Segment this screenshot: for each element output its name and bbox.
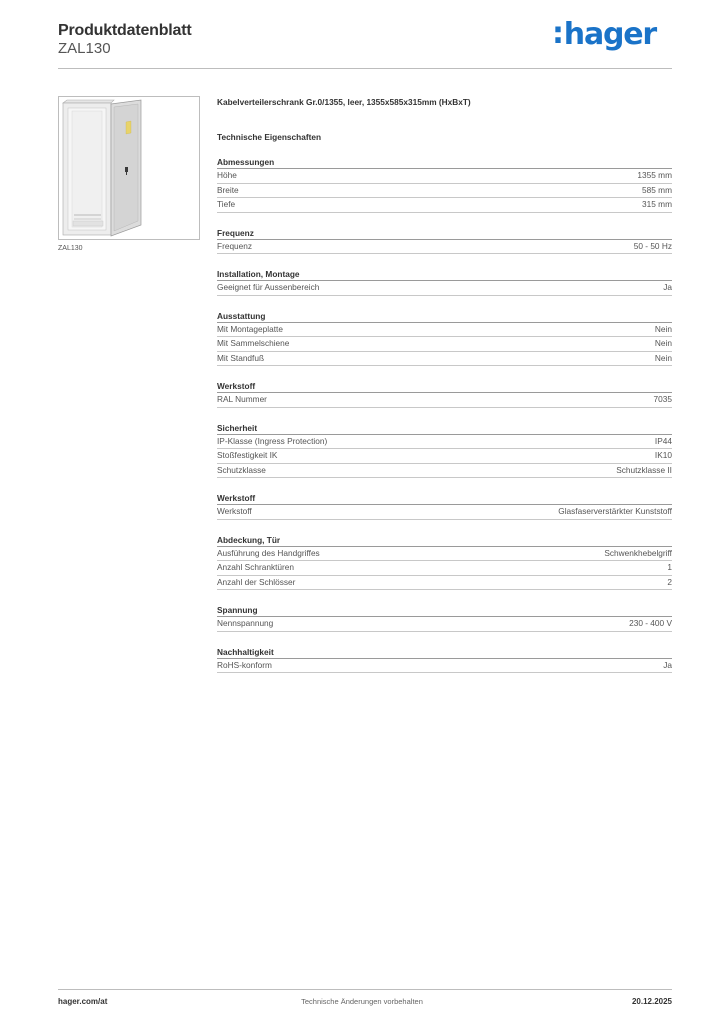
spec-row: [217, 659, 672, 674]
spec-value: 1: [667, 562, 672, 572]
spec-row: [217, 464, 672, 479]
footer-website-link[interactable]: hager.com/at: [58, 997, 108, 1006]
spec-label: RAL Nummer: [217, 394, 267, 404]
technical-properties-heading: Technische Eigenschaften: [217, 132, 322, 142]
spec-value: 2: [667, 576, 672, 587]
spec-row: [217, 435, 672, 450]
spec-row: [217, 449, 672, 464]
spec-label: Ausführung des Handgriffes: [217, 547, 320, 558]
product-image-frame: [58, 96, 200, 240]
spec-row: [217, 323, 672, 338]
spec-group: [217, 423, 672, 479]
spec-value: 230 - 400 V: [629, 618, 672, 628]
spec-row: [217, 617, 672, 632]
spec-group: [217, 493, 672, 520]
spec-row: [217, 169, 672, 184]
spec-label: Mit Standfuß: [217, 352, 265, 363]
spec-label: Tiefe: [217, 199, 236, 209]
spec-label: Stoßfestigkeit IK: [217, 450, 278, 460]
spec-label: Höhe: [217, 170, 237, 180]
spec-value: Glasfaserverstärkter Kunststoff: [558, 506, 672, 516]
spec-value: 1355 mm: [637, 170, 672, 180]
spec-value: 315 mm: [642, 199, 672, 209]
spec-row: [217, 352, 672, 367]
spec-label: Werkstoff: [217, 506, 252, 516]
spec-group: [217, 647, 672, 674]
spec-group: [217, 269, 672, 296]
spec-group: [217, 381, 672, 408]
spec-group-title: Installation, Montage: [217, 269, 672, 281]
spec-value: 585 mm: [642, 184, 672, 195]
spec-group: [217, 228, 672, 255]
spec-row: [217, 547, 672, 562]
spec-value: Nein: [654, 352, 672, 363]
spec-label: RoHS-konform: [217, 659, 272, 670]
spec-label: Anzahl Schranktüren: [217, 562, 295, 572]
spec-group-title: Sicherheit: [217, 423, 672, 435]
spec-label: Schutzklasse: [217, 464, 266, 475]
header-divider: [58, 68, 672, 69]
spec-row: [217, 561, 672, 576]
spec-group-title: Werkstoff: [217, 381, 672, 393]
spec-row: [217, 198, 672, 213]
spec-value: Ja: [663, 659, 672, 670]
spec-group-title: Ausstattung: [217, 311, 672, 323]
document-title: Produktdatenblatt: [58, 22, 192, 39]
spec-row: [217, 505, 672, 520]
hager-logo: [552, 17, 656, 52]
spec-label: Anzahl der Schlösser: [217, 576, 296, 587]
spec-group-title: Werkstoff: [217, 493, 672, 505]
spec-group: [217, 605, 672, 632]
spec-label: IP-Klasse (Ingress Protection): [217, 435, 328, 446]
footer-disclaimer: Technische Änderungen vorbehalten: [301, 997, 423, 1006]
spec-groups: [217, 157, 672, 673]
product-description: Kabelverteilerschrank Gr.0/1355, leer, 1355x585x315mm (HxBxT): [217, 97, 471, 107]
spec-group: [217, 535, 672, 591]
spec-value: Schwenkhebelgriff: [604, 547, 672, 558]
spec-group-title: Spannung: [217, 605, 672, 617]
spec-label: Nennspannung: [217, 618, 274, 628]
spec-value: 7035: [653, 394, 672, 404]
spec-label: Geeignet für Aussenbereich: [217, 282, 320, 292]
spec-label: Mit Montageplatte: [217, 323, 283, 334]
page-header: [58, 16, 672, 68]
specs-content: [217, 97, 672, 673]
spec-row: [217, 240, 672, 255]
spec-label: Mit Sammelschiene: [217, 338, 290, 348]
spec-value: IK10: [654, 450, 672, 460]
spec-label: Breite: [217, 184, 239, 195]
spec-row: [217, 337, 672, 352]
spec-group-title: Frequenz: [217, 228, 672, 240]
spec-value: Nein: [654, 338, 672, 348]
spec-row: [217, 281, 672, 296]
logo-mark-icon: :: [551, 16, 563, 51]
footer-date: 20.12.2025: [631, 997, 672, 1006]
spec-value: Schutzklasse II: [616, 464, 672, 475]
spec-value: Nein: [654, 323, 672, 334]
spec-group-title: Abdeckung, Tür: [217, 535, 672, 547]
cabinet-image-icon: [59, 97, 199, 239]
spec-group-title: Abmessungen: [217, 157, 672, 169]
logo-text: hager: [563, 17, 656, 52]
spec-group: [217, 157, 672, 213]
product-code: ZAL130: [58, 40, 111, 57]
spec-label: Frequenz: [217, 240, 253, 251]
spec-value: Ja: [663, 282, 672, 292]
spec-row: [217, 184, 672, 199]
spec-row: [217, 393, 672, 408]
spec-row: [217, 576, 672, 591]
spec-value: 50 - 50 Hz: [633, 240, 672, 251]
spec-value: IP44: [654, 435, 672, 446]
footer-divider: [58, 989, 672, 990]
spec-group-title: Nachhaltigkeit: [217, 647, 672, 659]
image-caption: ZAL130: [58, 245, 83, 252]
spec-group: [217, 311, 672, 367]
